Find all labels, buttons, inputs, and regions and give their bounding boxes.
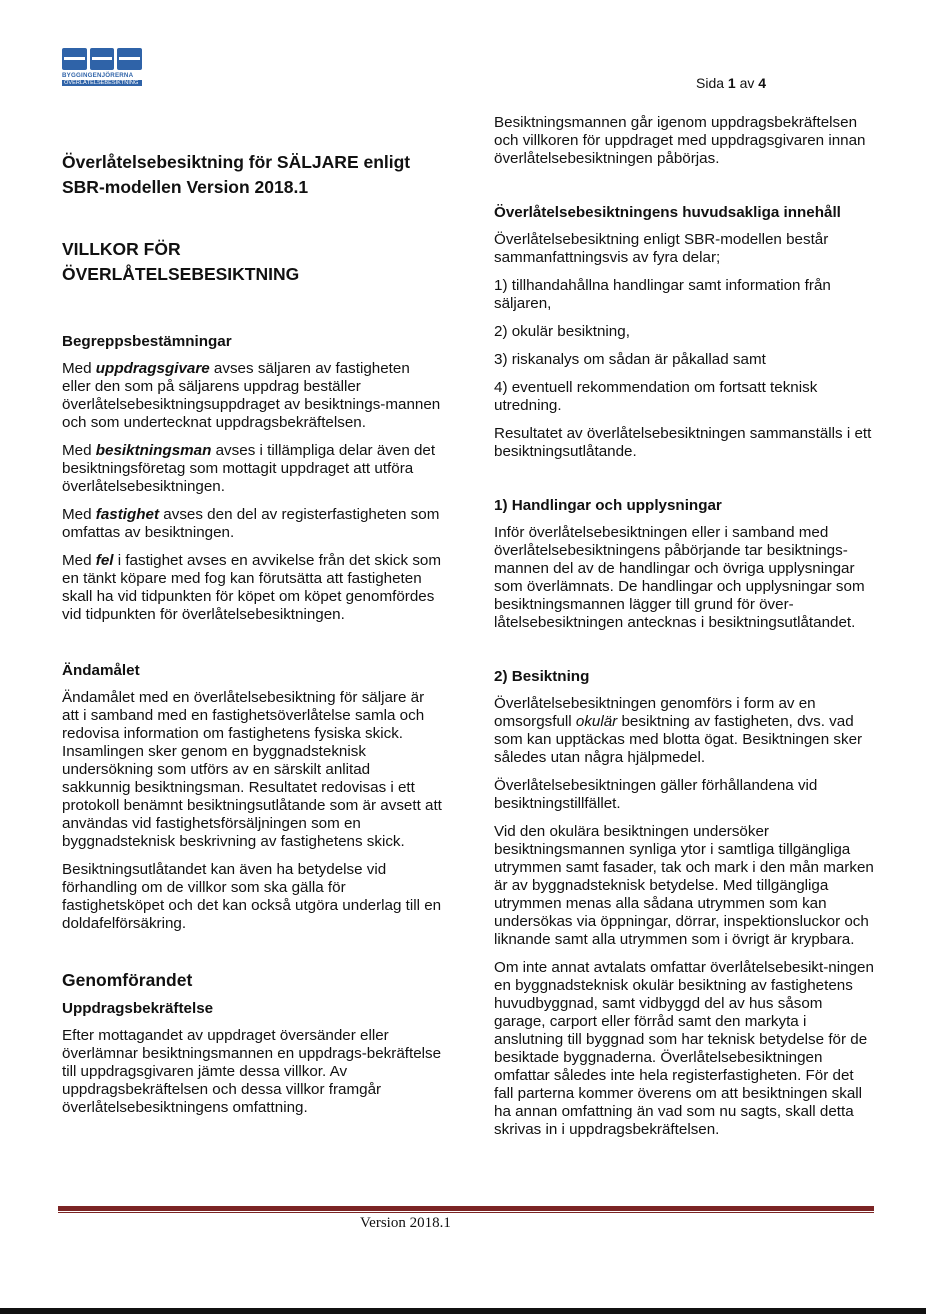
list-item: 1) tillhandahållna handlingar samt information från säljaren, (494, 277, 831, 312)
page-number: Sida 1 av 4 (696, 75, 767, 91)
inspection-paragraph-1: Överlåtelsebesiktningen genomförs i form av en omsorgsfull okulär besiktning av fastigheten, dvs. vad som kan upptäckas med blotta ögat. Besiktningen sker således utan några hjälpmedel. (494, 695, 863, 766)
footer-divider-thin (58, 1212, 874, 1213)
sbr-logo (62, 48, 142, 92)
list-item: 2) okulär besiktning, (494, 323, 630, 340)
inspection-paragraph-4: Om inte annat avtalats omfattar överlåtelsebesikt-ningen en byggnadsteknisk okulär besiktning av fastighetens huvudbyggnad, samt vidbyggd del av hus såsom garage, carport eller förråd samt den markyta i anslutning till byggnad som har teknisk betydelse för de besiktade byggnaderna. Överlåtelsebesiktningen omfattar således inte hela registerfastigheten. För det fall parterna kommer överens om att besiktningen skall ha annan omfattning än vad som nu sagts, skall detta skrivas in i uppdragsbekräftelsen. (494, 959, 874, 1138)
list-item: 4) eventuell rekommendation om fortsatt teknisk utredning. (494, 379, 818, 414)
left-column (62, 150, 442, 1127)
logo-tagline: BYGGINGENJÖRERNA (62, 72, 134, 79)
content-heading: Överlåtelsebesiktningens huvudsakliga innehåll (494, 204, 841, 221)
execution-heading: Genomförandet (62, 970, 193, 990)
inspection-heading: 2) Besiktning (494, 668, 590, 685)
purpose-paragraph-2: Besiktningsutlåtandet kan även ha betydelse vid förhandling om de villkor som ska gälla för fastighetsköpet och det kan också utgöra underlag till en doldafelförsäkring. (62, 861, 442, 932)
footer-version: Version 2018.1 (360, 1215, 451, 1231)
intro-paragraph: Besiktningsmannen går igenom uppdragsbekräftelsen och villkoren för uppdraget med uppdragsgivaren innan överlåtelsebesiktningen påbörjas. (494, 114, 866, 167)
footer-divider (58, 1206, 874, 1211)
definition-uppdragsgivare: Med uppdragsgivare avses säljaren av fastigheten eller den som på säljarens uppdrag beställer överlåtelsebesiktningsuppdraget av besiktnings-mannen och som undertecknat uppdragsbekräftelsen. (62, 360, 441, 431)
definition-fel: Med fel i fastighet avses en avvikelse från det skick som en tänkt köpare med fog kan förutsätta att fastigheten skall ha vid tidpunkten för köpet om köpet genomfördes vid tidpunkten för överlåtelsebesiktningen. (62, 552, 442, 623)
content-paragraph: Överlåtelsebesiktning enligt SBR-modellen består sammanfattningsvis av fyra delar; (494, 231, 829, 266)
definitions-heading: Begreppsbestämningar (62, 333, 232, 350)
document-title: Överlåtelsebesiktning för SÄLJARE enligt SBR-modellen Version 2018.1 (62, 152, 411, 197)
confirmation-heading: Uppdragsbekräftelse (62, 1000, 214, 1017)
purpose-paragraph-1: Ändamålet med en överlåtelsebesiktning för säljare är att i samband med en fastighetsöverlåtelse samla och redovisa information om fastighetens fysiska skick. Insamlingen sker genom en byggnadsteknisk undersökning som utförs av en särskilt anlitad sakkunnig besiktningsman. Resultatet redovisas i ett protokoll benämnt besiktningsutlåtande som är avsett att användas vid fastighetsförsäljningen som en byggnadsteknisk beskrivning av fastighetens skick. (62, 689, 442, 850)
purpose-heading: Ändamålet (62, 662, 140, 679)
sbr-logo-mark (62, 48, 142, 70)
list-item: 3) riskanalys om sådan är påkallad samt (494, 351, 766, 368)
result-paragraph: Resultatet av överlåtelsebesiktningen sammanställs i ett besiktningsutlåtande. (494, 425, 872, 460)
inspection-paragraph-3: Vid den okulära besiktningen undersöker besiktningsmannen synliga ytor i samtliga tillgängliga utrymmen samt fasader, tak och mark i den mån marken är av byggnadsteknisk betydelse. Med tillgängliga utrymmen menas alla sådana utrymmen som kan undersökas via öppningar, dörrar, inspektionsluckor och liknande samt alla utrymmen som i övrigt är krypbara. (494, 823, 874, 948)
right-column (494, 114, 874, 1149)
documents-heading: 1) Handlingar och upplysningar (494, 497, 722, 514)
section-title: VILLKOR FÖR ÖVERLÅTELSEBESIKTNING (62, 239, 300, 284)
page-bottom-edge (0, 1308, 926, 1314)
documents-paragraph: Inför överlåtelsebesiktningen eller i samband med överlåtelsebesiktningens påbörjande tar besiktnings-mannen del av de handlingar och övriga upplysningar som överlämnats. De handlingar och upplysningar som besiktningsmannen lägger till grund för över-låtelsebesiktningen antecknas i besiktningsutlåtandet. (494, 524, 865, 631)
logo-subtagline: ÖVERLÅTELSEBESIKTNING (62, 80, 142, 86)
definition-fastighet: Med fastighet avses den del av registerfastigheten som omfattas av besiktningen. (62, 506, 440, 541)
confirmation-paragraph: Efter mottagandet av uppdraget översänder eller överlämnar besiktningsmannen en uppdrags-bekräftelse till uppdragsgivaren jämte dessa villkor. Av uppdragsbekräftelsen och dessa villkor framgår överlåtelsebesiktningens omfattning. (62, 1027, 442, 1116)
definition-besiktningsman: Med besiktningsman avses i tillämpliga delar även det besiktningsföretag som mottagit uppdraget att utföra överlåtelsebesiktningen. (62, 442, 436, 495)
inspection-paragraph-2: Överlåtelsebesiktningen gäller förhållandena vid besiktningstillfället. (494, 777, 818, 812)
